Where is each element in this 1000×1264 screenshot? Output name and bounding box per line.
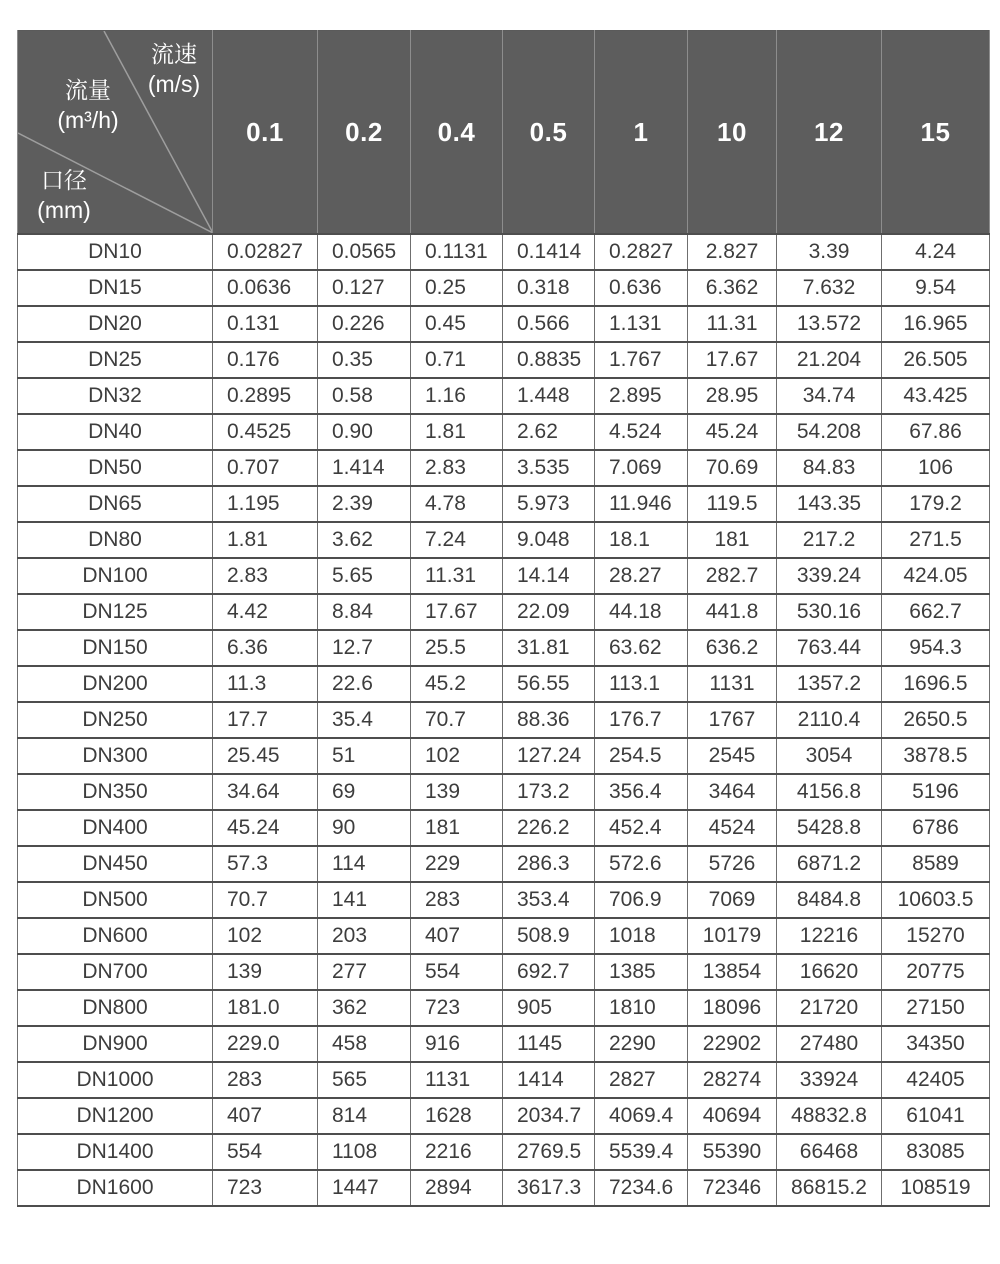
velocity-header: 12: [777, 31, 882, 235]
value-cell: 21.204: [777, 342, 882, 378]
dn-cell: DN40: [18, 414, 213, 450]
velocity-header: 0.5: [503, 31, 595, 235]
table-row: [18, 954, 990, 990]
corner-velocity-label: [130, 39, 213, 100]
corner-flow-label: [36, 75, 140, 136]
table-row: [18, 378, 990, 414]
table-row: [18, 450, 990, 486]
diameter-unit-text: (mm): [37, 197, 91, 224]
value-cell: 5196: [882, 774, 990, 810]
value-cell: 916: [411, 1026, 503, 1062]
value-cell: 127.24: [503, 738, 595, 774]
value-cell: 28.27: [595, 558, 688, 594]
dn-cell: DN20: [18, 306, 213, 342]
value-cell: 0.0636: [213, 270, 318, 306]
value-cell: 51: [318, 738, 411, 774]
dn-cell: DN800: [18, 990, 213, 1026]
value-cell: 8484.8: [777, 882, 882, 918]
value-cell: 7234.6: [595, 1170, 688, 1206]
value-cell: 7.069: [595, 450, 688, 486]
dn-cell: DN450: [18, 846, 213, 882]
value-cell: 11.3: [213, 666, 318, 702]
velocity-header: 0.2: [318, 31, 411, 235]
value-cell: 353.4: [503, 882, 595, 918]
value-cell: 108519: [882, 1170, 990, 1206]
value-cell: 0.02827: [213, 234, 318, 270]
velocity-header: 10: [688, 31, 777, 235]
value-cell: 113.1: [595, 666, 688, 702]
value-cell: 21720: [777, 990, 882, 1026]
table-row: [18, 558, 990, 594]
value-cell: 34.64: [213, 774, 318, 810]
value-cell: 0.2895: [213, 378, 318, 414]
value-cell: 0.566: [503, 306, 595, 342]
value-cell: 54.208: [777, 414, 882, 450]
table-row: [18, 702, 990, 738]
value-cell: 0.2827: [595, 234, 688, 270]
dn-cell: DN200: [18, 666, 213, 702]
value-cell: 2.39: [318, 486, 411, 522]
value-cell: 69: [318, 774, 411, 810]
table-row: [18, 1134, 990, 1170]
value-cell: 102: [411, 738, 503, 774]
velocity-header: 1: [595, 31, 688, 235]
value-cell: 25.45: [213, 738, 318, 774]
value-cell: 1131: [688, 666, 777, 702]
value-cell: 15270: [882, 918, 990, 954]
value-cell: 0.707: [213, 450, 318, 486]
value-cell: 814: [318, 1098, 411, 1134]
value-cell: 22.6: [318, 666, 411, 702]
value-cell: 25.5: [411, 630, 503, 666]
value-cell: 6871.2: [777, 846, 882, 882]
value-cell: 1767: [688, 702, 777, 738]
dn-cell: DN1600: [18, 1170, 213, 1206]
value-cell: 3.62: [318, 522, 411, 558]
value-cell: 254.5: [595, 738, 688, 774]
value-cell: 8589: [882, 846, 990, 882]
dn-cell: DN15: [18, 270, 213, 306]
value-cell: 139: [411, 774, 503, 810]
value-cell: 226.2: [503, 810, 595, 846]
value-cell: 554: [411, 954, 503, 990]
value-cell: 1628: [411, 1098, 503, 1134]
dn-cell: DN900: [18, 1026, 213, 1062]
value-cell: 0.127: [318, 270, 411, 306]
value-cell: 5539.4: [595, 1134, 688, 1170]
dn-cell: DN32: [18, 378, 213, 414]
value-cell: 4.24: [882, 234, 990, 270]
value-cell: 42405: [882, 1062, 990, 1098]
value-cell: 282.7: [688, 558, 777, 594]
dn-cell: DN700: [18, 954, 213, 990]
table-row: [18, 1026, 990, 1062]
table-row: [18, 918, 990, 954]
value-cell: 119.5: [688, 486, 777, 522]
value-cell: 4.524: [595, 414, 688, 450]
value-cell: 0.45: [411, 306, 503, 342]
value-cell: 5.65: [318, 558, 411, 594]
table-row: [18, 306, 990, 342]
table-row: [18, 1062, 990, 1098]
value-cell: 2827: [595, 1062, 688, 1098]
value-cell: 4069.4: [595, 1098, 688, 1134]
value-cell: 1.195: [213, 486, 318, 522]
value-cell: 17.67: [411, 594, 503, 630]
value-cell: 1131: [411, 1062, 503, 1098]
value-cell: 530.16: [777, 594, 882, 630]
value-cell: 1414: [503, 1062, 595, 1098]
dn-cell: DN50: [18, 450, 213, 486]
value-cell: 271.5: [882, 522, 990, 558]
value-cell: 45.24: [688, 414, 777, 450]
table-row: [18, 990, 990, 1026]
value-cell: 2.83: [411, 450, 503, 486]
value-cell: 63.62: [595, 630, 688, 666]
value-cell: 90: [318, 810, 411, 846]
value-cell: 3464: [688, 774, 777, 810]
corner-diameter-label: [18, 165, 110, 226]
value-cell: 61041: [882, 1098, 990, 1134]
table-row: [18, 630, 990, 666]
value-cell: 2.895: [595, 378, 688, 414]
value-cell: 954.3: [882, 630, 990, 666]
corner-cell: [18, 31, 213, 235]
value-cell: 0.1414: [503, 234, 595, 270]
value-cell: 57.3: [213, 846, 318, 882]
value-cell: 229.0: [213, 1026, 318, 1062]
value-cell: 55390: [688, 1134, 777, 1170]
dn-cell: DN1000: [18, 1062, 213, 1098]
value-cell: 7069: [688, 882, 777, 918]
table-row: [18, 234, 990, 270]
value-cell: 34350: [882, 1026, 990, 1062]
table-row: [18, 882, 990, 918]
table-row: [18, 1170, 990, 1206]
value-cell: 11.31: [688, 306, 777, 342]
value-cell: 106: [882, 450, 990, 486]
dn-cell: DN400: [18, 810, 213, 846]
value-cell: 283: [213, 1062, 318, 1098]
value-cell: 17.67: [688, 342, 777, 378]
value-cell: 20775: [882, 954, 990, 990]
value-cell: 1.448: [503, 378, 595, 414]
value-cell: 356.4: [595, 774, 688, 810]
value-cell: 44.18: [595, 594, 688, 630]
value-cell: 83085: [882, 1134, 990, 1170]
dn-cell: DN80: [18, 522, 213, 558]
value-cell: 16620: [777, 954, 882, 990]
value-cell: 17.7: [213, 702, 318, 738]
table-row: [18, 666, 990, 702]
table-row: [18, 486, 990, 522]
value-cell: 2.827: [688, 234, 777, 270]
value-cell: 27480: [777, 1026, 882, 1062]
value-cell: 86815.2: [777, 1170, 882, 1206]
value-cell: 7.632: [777, 270, 882, 306]
table-row: [18, 846, 990, 882]
value-cell: 26.505: [882, 342, 990, 378]
value-cell: 706.9: [595, 882, 688, 918]
flow-label-text: 流量: [65, 77, 111, 103]
value-cell: 1.81: [411, 414, 503, 450]
dn-cell: DN1200: [18, 1098, 213, 1134]
value-cell: 12.7: [318, 630, 411, 666]
value-cell: 179.2: [882, 486, 990, 522]
value-cell: 143.35: [777, 486, 882, 522]
value-cell: 203: [318, 918, 411, 954]
value-cell: 84.83: [777, 450, 882, 486]
dn-cell: DN350: [18, 774, 213, 810]
dn-cell: DN25: [18, 342, 213, 378]
value-cell: 0.0565: [318, 234, 411, 270]
value-cell: 0.1131: [411, 234, 503, 270]
value-cell: 56.55: [503, 666, 595, 702]
value-cell: 35.4: [318, 702, 411, 738]
value-cell: 662.7: [882, 594, 990, 630]
value-cell: 141: [318, 882, 411, 918]
value-cell: 1696.5: [882, 666, 990, 702]
value-cell: 4524: [688, 810, 777, 846]
value-cell: 40694: [688, 1098, 777, 1134]
dn-cell: DN500: [18, 882, 213, 918]
value-cell: 508.9: [503, 918, 595, 954]
velocity-unit-text: (m/s): [147, 71, 201, 98]
value-cell: 2110.4: [777, 702, 882, 738]
value-cell: 0.176: [213, 342, 318, 378]
value-cell: 2290: [595, 1026, 688, 1062]
value-cell: 1385: [595, 954, 688, 990]
value-cell: 692.7: [503, 954, 595, 990]
dn-cell: DN125: [18, 594, 213, 630]
dn-cell: DN250: [18, 702, 213, 738]
value-cell: 565: [318, 1062, 411, 1098]
value-cell: 2769.5: [503, 1134, 595, 1170]
value-cell: 2216: [411, 1134, 503, 1170]
value-cell: 45.2: [411, 666, 503, 702]
value-cell: 441.8: [688, 594, 777, 630]
value-cell: 22.09: [503, 594, 595, 630]
value-cell: 2650.5: [882, 702, 990, 738]
value-cell: 9.048: [503, 522, 595, 558]
value-cell: 1357.2: [777, 666, 882, 702]
value-cell: 8.84: [318, 594, 411, 630]
value-cell: 2545: [688, 738, 777, 774]
value-cell: 0.8835: [503, 342, 595, 378]
value-cell: 1810: [595, 990, 688, 1026]
value-cell: 636.2: [688, 630, 777, 666]
value-cell: 2.83: [213, 558, 318, 594]
value-cell: 407: [411, 918, 503, 954]
value-cell: 11.31: [411, 558, 503, 594]
value-cell: 1018: [595, 918, 688, 954]
dn-cell: DN10: [18, 234, 213, 270]
value-cell: 14.14: [503, 558, 595, 594]
value-cell: 18.1: [595, 522, 688, 558]
table-row: [18, 738, 990, 774]
value-cell: 6.36: [213, 630, 318, 666]
table-row: [18, 522, 990, 558]
value-cell: 0.35: [318, 342, 411, 378]
value-cell: 0.318: [503, 270, 595, 306]
value-cell: 407: [213, 1098, 318, 1134]
value-cell: 12216: [777, 918, 882, 954]
dn-cell: DN600: [18, 918, 213, 954]
flow-rate-table: [17, 30, 990, 1207]
value-cell: 5428.8: [777, 810, 882, 846]
value-cell: 6.362: [688, 270, 777, 306]
value-cell: 48832.8: [777, 1098, 882, 1134]
diameter-label-text: 口径: [41, 167, 87, 193]
value-cell: 33924: [777, 1062, 882, 1098]
value-cell: 181.0: [213, 990, 318, 1026]
value-cell: 1.131: [595, 306, 688, 342]
value-cell: 72346: [688, 1170, 777, 1206]
table-row: [18, 342, 990, 378]
value-cell: 45.24: [213, 810, 318, 846]
value-cell: 362: [318, 990, 411, 1026]
value-cell: 3.535: [503, 450, 595, 486]
value-cell: 66468: [777, 1134, 882, 1170]
value-cell: 905: [503, 990, 595, 1026]
value-cell: 0.636: [595, 270, 688, 306]
value-cell: 763.44: [777, 630, 882, 666]
value-cell: 181: [411, 810, 503, 846]
value-cell: 16.965: [882, 306, 990, 342]
value-cell: 1145: [503, 1026, 595, 1062]
value-cell: 0.58: [318, 378, 411, 414]
value-cell: 277: [318, 954, 411, 990]
value-cell: 181: [688, 522, 777, 558]
value-cell: 5.973: [503, 486, 595, 522]
value-cell: 102: [213, 918, 318, 954]
value-cell: 723: [213, 1170, 318, 1206]
value-cell: 1108: [318, 1134, 411, 1170]
value-cell: 0.4525: [213, 414, 318, 450]
table-row: [18, 810, 990, 846]
value-cell: 217.2: [777, 522, 882, 558]
value-cell: 2034.7: [503, 1098, 595, 1134]
value-cell: 22902: [688, 1026, 777, 1062]
value-cell: 572.6: [595, 846, 688, 882]
flow-unit-text: (m³/h): [57, 107, 119, 134]
value-cell: 13.572: [777, 306, 882, 342]
value-cell: 1447: [318, 1170, 411, 1206]
table-row: [18, 594, 990, 630]
dn-cell: DN150: [18, 630, 213, 666]
value-cell: 4156.8: [777, 774, 882, 810]
value-cell: 27150: [882, 990, 990, 1026]
value-cell: 28274: [688, 1062, 777, 1098]
value-cell: 70.69: [688, 450, 777, 486]
velocity-header: 0.1: [213, 31, 318, 235]
value-cell: 10179: [688, 918, 777, 954]
table-row: [18, 774, 990, 810]
table-row: [18, 270, 990, 306]
value-cell: 18096: [688, 990, 777, 1026]
value-cell: 67.86: [882, 414, 990, 450]
value-cell: 286.3: [503, 846, 595, 882]
dn-cell: DN1400: [18, 1134, 213, 1170]
value-cell: 458: [318, 1026, 411, 1062]
table-row: [18, 1098, 990, 1134]
value-cell: 0.90: [318, 414, 411, 450]
velocity-label-text: 流速: [151, 41, 197, 67]
value-cell: 43.425: [882, 378, 990, 414]
value-cell: 3878.5: [882, 738, 990, 774]
value-cell: 3054: [777, 738, 882, 774]
value-cell: 283: [411, 882, 503, 918]
header-row: [18, 31, 990, 235]
value-cell: 0.71: [411, 342, 503, 378]
value-cell: 1.81: [213, 522, 318, 558]
value-cell: 31.81: [503, 630, 595, 666]
value-cell: 9.54: [882, 270, 990, 306]
value-cell: 339.24: [777, 558, 882, 594]
value-cell: 0.131: [213, 306, 318, 342]
value-cell: 11.946: [595, 486, 688, 522]
value-cell: 34.74: [777, 378, 882, 414]
value-cell: 28.95: [688, 378, 777, 414]
velocity-header: 15: [882, 31, 990, 235]
value-cell: 4.42: [213, 594, 318, 630]
value-cell: 114: [318, 846, 411, 882]
value-cell: 3.39: [777, 234, 882, 270]
value-cell: 173.2: [503, 774, 595, 810]
value-cell: 424.05: [882, 558, 990, 594]
value-cell: 0.25: [411, 270, 503, 306]
value-cell: 2.62: [503, 414, 595, 450]
value-cell: 1.767: [595, 342, 688, 378]
value-cell: 176.7: [595, 702, 688, 738]
value-cell: 7.24: [411, 522, 503, 558]
value-cell: 13854: [688, 954, 777, 990]
value-cell: 4.78: [411, 486, 503, 522]
dn-cell: DN300: [18, 738, 213, 774]
dn-cell: DN65: [18, 486, 213, 522]
value-cell: 554: [213, 1134, 318, 1170]
value-cell: 0.226: [318, 306, 411, 342]
value-cell: 2894: [411, 1170, 503, 1206]
value-cell: 139: [213, 954, 318, 990]
value-cell: 10603.5: [882, 882, 990, 918]
value-cell: 1.16: [411, 378, 503, 414]
value-cell: 723: [411, 990, 503, 1026]
value-cell: 1.414: [318, 450, 411, 486]
dn-cell: DN100: [18, 558, 213, 594]
value-cell: 70.7: [213, 882, 318, 918]
value-cell: 3617.3: [503, 1170, 595, 1206]
value-cell: 452.4: [595, 810, 688, 846]
value-cell: 229: [411, 846, 503, 882]
velocity-header: 0.4: [411, 31, 503, 235]
value-cell: 88.36: [503, 702, 595, 738]
value-cell: 5726: [688, 846, 777, 882]
value-cell: 70.7: [411, 702, 503, 738]
table-row: [18, 414, 990, 450]
table-body: [18, 234, 990, 1206]
value-cell: 6786: [882, 810, 990, 846]
